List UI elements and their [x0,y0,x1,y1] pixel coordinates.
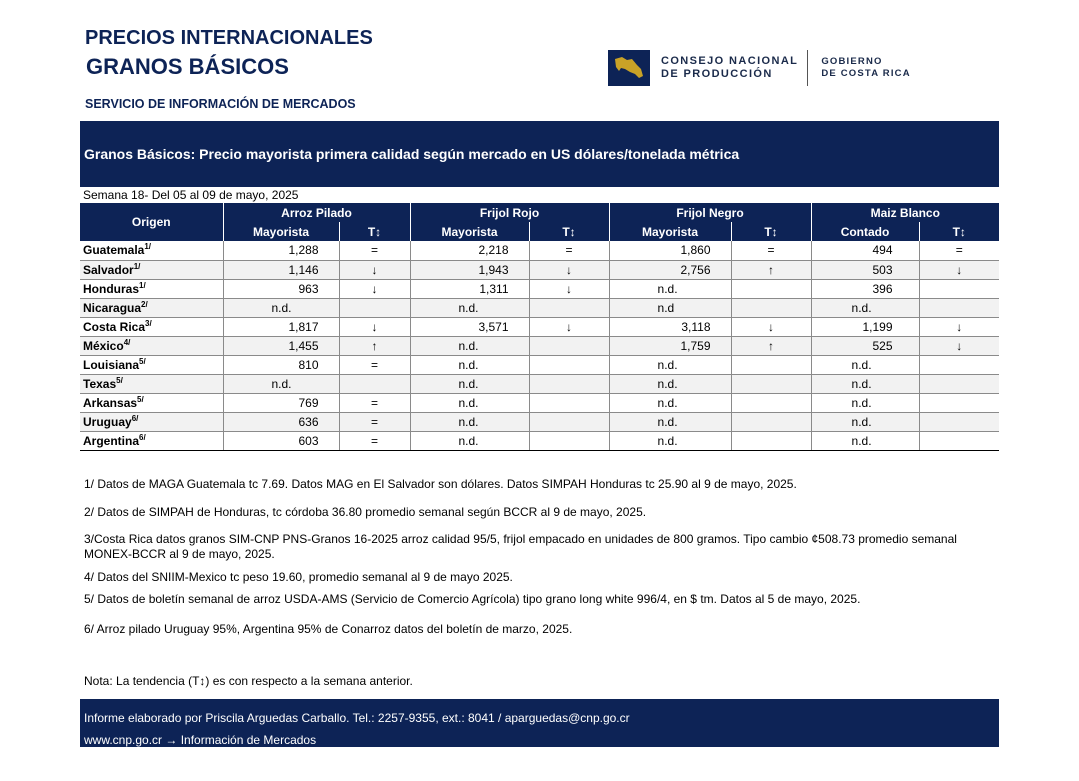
footnote-4: 4/ Datos del SNIIM-Mexico tc peso 19.60, promedio semanal al 9 de mayo 2025. [84,570,513,584]
negro-price-cell: n.d. [609,412,731,431]
origin-cell [80,298,223,317]
negro-trend-cell [731,393,811,412]
maiz-price-cell: n.d. [811,374,919,393]
origin-label: México [83,338,124,353]
footnote-ref: 3/ [145,318,152,328]
rojo-price-cell: n.d. [410,412,529,431]
footnote-5: 5/ Datos de boletín semanal de arroz USDA-AMS (Servicio de Comercio Agrícola) tipo grano long white 996/4, en $ tm. Datos al 5 de mayo, 2025. [84,592,861,606]
column-header: Mayorista [223,222,339,241]
table-row [80,298,999,317]
rojo-trend-cell [529,355,609,374]
maiz-trend-cell [919,298,999,317]
footnote-1: 1/ Datos de MAGA Guatemala tc 7.69. Datos MAG en El Salvador son dólares. Datos SIMPAH Honduras tc 25.90 al 9 de mayo, 2025. [84,477,797,491]
group-header: Frijol Rojo [410,203,609,222]
arroz-trend-cell: ↑ [339,336,410,355]
origin-cell [80,393,223,412]
footnote-ref: 6/ [139,432,146,442]
gov-line2: DE COSTA RICA [821,68,911,79]
origin-cell [80,260,223,279]
arroz-trend-cell: = [339,412,410,431]
rojo-price-cell: n.d. [410,336,529,355]
negro-trend-cell [731,431,811,450]
negro-trend-cell [731,298,811,317]
logo-divider [807,50,808,86]
column-header: T↕ [731,222,811,241]
maiz-trend-cell [919,279,999,298]
org-line2: DE PRODUCCIÓN [661,68,773,80]
footnote-ref: 5/ [139,356,146,366]
negro-trend-cell [731,355,811,374]
origin-label: Nicaragua [83,300,142,315]
rojo-trend-cell [529,412,609,431]
rojo-trend-cell [529,431,609,450]
arroz-trend-cell: ↓ [339,317,410,336]
negro-trend-cell [731,412,811,431]
column-header: Mayorista [609,222,731,241]
gov-line1: GOBIERNO [821,56,883,67]
page-subtitle: GRANOS BÁSICOS [86,54,289,79]
arroz-price-cell: 963 [223,279,339,298]
rojo-trend-cell [529,393,609,412]
footnote-6: 6/ Arroz pilado Uruguay 95%, Argentina 95% de Conarroz datos del boletín de marzo, 2025. [84,622,573,636]
negro-price-cell: 1,860 [609,241,731,260]
origin-cell [80,336,223,355]
arroz-trend-cell [339,298,410,317]
rojo-price-cell: n.d. [410,355,529,374]
footnote-ref: 6/ [131,413,139,423]
negro-price-cell: n.d. [609,393,731,412]
origin-label: Louisiana [83,357,140,372]
price-table [80,203,999,451]
negro-trend-cell: ↓ [731,317,811,336]
negro-price-cell: n.d. [609,355,731,374]
rojo-price-cell: n.d. [410,298,529,317]
maiz-price-cell: n.d. [811,355,919,374]
footnote-ref: 5/ [137,394,144,404]
maiz-price-cell: n.d. [811,393,919,412]
origin-label: Guatemala [83,243,145,258]
table-row [80,355,999,374]
org-line1: CONSEJO NACIONAL [661,55,799,67]
footer-bar [80,699,999,747]
rojo-price-cell: n.d. [410,431,529,450]
origin-label: Honduras [83,281,140,296]
arroz-price-cell: 1,455 [223,336,339,355]
footnote-3: 3/Costa Rica datos granos SIM-CNP PNS-Granos 16-2025 arroz calidad 95/5, frijol empacado en unidades de 800 gramos. Tipo cambio ¢508.73 promedio semanal MONEX-BCCR al 9 de mayo, 2025. [84,532,957,561]
negro-price-cell: 3,118 [609,317,731,336]
footer-website-link[interactable]: www.cnp.go.cr → Información de Mercados [84,733,317,747]
negro-price-cell: n.d. [609,374,731,393]
maiz-price-cell: n.d. [811,298,919,317]
table-row [80,393,999,412]
arroz-price-cell: 769 [223,393,339,412]
arroz-price-cell: 810 [223,355,339,374]
column-header: Mayorista [410,222,529,241]
origin-cell [80,317,223,336]
negro-price-cell: n.d. [609,279,731,298]
arroz-price-cell: 603 [223,431,339,450]
footnote-2: 2/ Datos de SIMPAH de Honduras, tc córdoba 36.80 promedio semanal según BCCR al 9 de mayo, 2025. [84,505,647,519]
arroz-trend-cell [339,374,410,393]
rojo-price-cell: 3,571 [410,317,529,336]
origin-cell [80,279,223,298]
maiz-price-cell: 525 [811,336,919,355]
arroz-price-cell: 1,817 [223,317,339,336]
origin-cell [80,412,223,431]
arroz-trend-cell: = [339,431,410,450]
arroz-trend-cell: = [339,241,410,260]
maiz-trend-cell: = [919,241,999,260]
maiz-trend-cell: ↓ [919,336,999,355]
column-header: Contado [811,222,919,241]
rojo-price-cell: n.d. [410,374,529,393]
negro-price-cell: 2,756 [609,260,731,279]
arroz-trend-cell: ↓ [339,279,410,298]
maiz-price-cell: n.d. [811,412,919,431]
maiz-price-cell: 1,199 [811,317,919,336]
group-header: Maiz Blanco [811,203,999,222]
table-row [80,336,999,355]
table-row [80,317,999,336]
footnote-ref: 1/ [139,280,146,290]
footnote-ref: 2/ [141,299,148,309]
table-row [80,260,999,279]
rojo-trend-cell: ↓ [529,317,609,336]
rojo-trend-cell [529,336,609,355]
origin-header: Origen [80,203,223,241]
costa-rica-map-icon [608,50,650,86]
table-row [80,279,999,298]
origin-label: Argentina [83,433,140,448]
column-header: T↕ [919,222,999,241]
negro-trend-cell [731,279,811,298]
table-row [80,241,999,260]
maiz-trend-cell [919,355,999,374]
arroz-price-cell: n.d. [223,374,339,393]
rojo-trend-cell [529,298,609,317]
maiz-price-cell: 494 [811,241,919,260]
page-title: PRECIOS INTERNACIONALES [85,27,373,49]
origin-cell [80,374,223,393]
origin-label: Costa Rica [83,319,146,334]
negro-price-cell: n.d. [609,431,731,450]
service-label: SERVICIO DE INFORMACIÓN DE MERCADOS [85,97,356,111]
table-row [80,374,999,393]
rojo-trend-cell: = [529,241,609,260]
maiz-price-cell: n.d. [811,431,919,450]
origin-label: Uruguay [83,414,132,429]
group-header: Arroz Pilado [223,203,410,222]
cnp-logo [608,48,911,88]
negro-trend-cell: = [731,241,811,260]
week-label: Semana 18- Del 05 al 09 de mayo, 2025 [83,188,299,202]
rojo-price-cell: 1,311 [410,279,529,298]
rojo-trend-cell: ↓ [529,279,609,298]
table-banner: Granos Básicos: Precio mayorista primera calidad según mercado en US dólares/tonelada métrica [80,121,999,187]
origin-label: Salvador [83,262,134,277]
maiz-trend-cell: ↓ [919,260,999,279]
maiz-trend-cell [919,412,999,431]
column-header: T↕ [529,222,609,241]
arroz-price-cell: 636 [223,412,339,431]
table-row [80,412,999,431]
gov-name [821,56,911,80]
org-name [661,55,798,81]
negro-price-cell: 1,759 [609,336,731,355]
rojo-trend-cell: ↓ [529,260,609,279]
origin-cell [80,355,223,374]
column-header: T↕ [339,222,410,241]
arroz-price-cell: 1,146 [223,260,339,279]
negro-trend-cell [731,374,811,393]
negro-trend-cell: ↑ [731,336,811,355]
group-header: Frijol Negro [609,203,811,222]
footnote-ref: 4/ [123,337,131,347]
origin-label: Texas [83,376,117,391]
maiz-trend-cell: ↓ [919,317,999,336]
table-row [80,431,999,450]
rojo-price-cell: 1,943 [410,260,529,279]
negro-price-cell: n.d [609,298,731,317]
arroz-price-cell: 1,288 [223,241,339,260]
arroz-trend-cell: = [339,393,410,412]
arroz-price-cell: n.d. [223,298,339,317]
maiz-price-cell: 396 [811,279,919,298]
origin-cell [80,431,223,450]
arroz-trend-cell: = [339,355,410,374]
rojo-price-cell: n.d. [410,393,529,412]
footnote-ref: 5/ [116,375,123,385]
footnote-ref: 1/ [133,261,141,271]
negro-trend-cell: ↑ [731,260,811,279]
arroz-trend-cell: ↓ [339,260,410,279]
tendency-note: Nota: La tendencia (T↕) es con respecto a la semana anterior. [84,674,413,688]
rojo-trend-cell [529,374,609,393]
maiz-price-cell: 503 [811,260,919,279]
maiz-trend-cell [919,393,999,412]
maiz-trend-cell [919,374,999,393]
footnote-ref: 1/ [144,242,152,252]
origin-label: Arkansas [83,395,138,410]
maiz-trend-cell [919,431,999,450]
footer-contact: Informe elaborado por Priscila Arguedas Carballo. Tel.: 2257-9355, ext.: 8041 / aparguedas@cnp.go.cr [84,711,630,725]
origin-cell [80,241,223,260]
rojo-price-cell: 2,218 [410,241,529,260]
